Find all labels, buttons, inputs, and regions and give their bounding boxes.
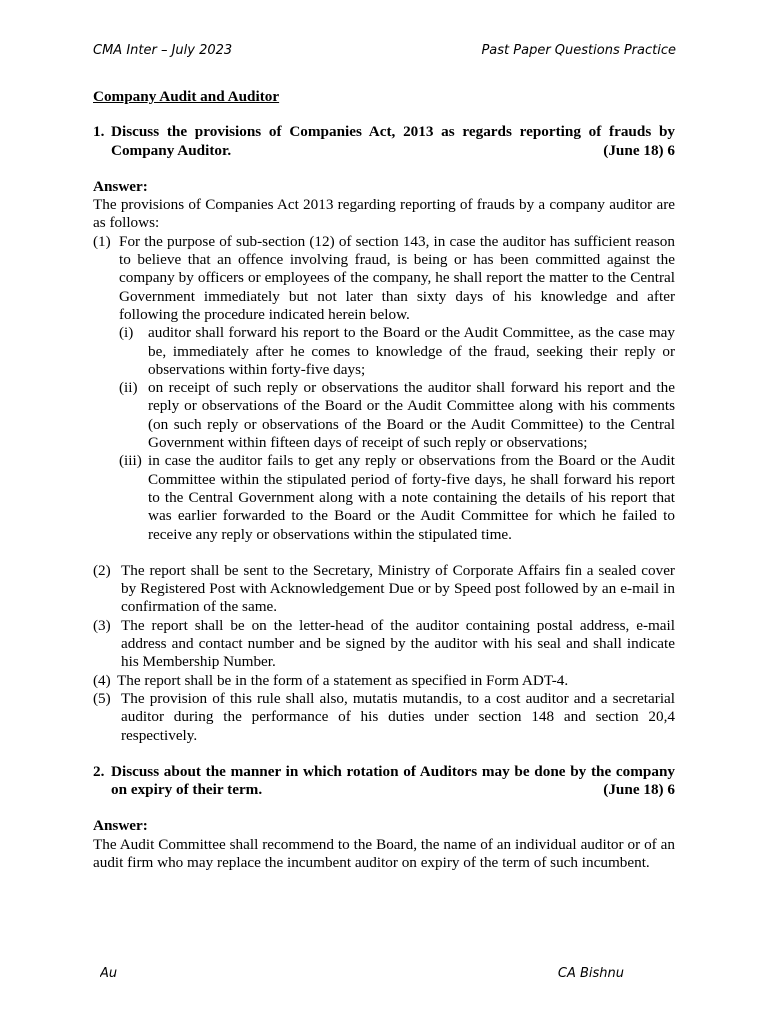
question-2-number: 2.: [93, 762, 105, 780]
answer-1-label: Answer:: [93, 177, 148, 195]
list-item: [93, 617, 675, 672]
page-content: [93, 88, 675, 872]
sub-list-item: [119, 324, 675, 379]
list-item-number: (5): [93, 689, 111, 707]
sub-list-item-number: (i): [119, 324, 134, 342]
question-2-marks: (June 18) 6: [603, 781, 675, 799]
header-right: Past Paper Questions Practice: [481, 43, 676, 58]
list-item-text: The provision of this rule shall also, mutatis mutandis, to a cost auditor and a secretarial auditor during the performance of his duties under section 148 and section 20,4 respectively.: [121, 689, 675, 744]
sub-list-item-number: (iii): [119, 452, 142, 470]
list-item-text: The report shall be on the letter-head of the auditor containing postal address, e-mail address and contact number and be signed by the auditor with his seal and shall indicate his Membership Number.: [121, 616, 675, 671]
sub-list-item: [119, 379, 675, 452]
sub-list-item-text: auditor shall forward his report to the Board or the Audit Committee, as the case may be, immediately after he comes to knowledge of the fraud, seeking their reply or observations within forty-five days;: [148, 324, 675, 378]
list-item-number: (3): [93, 616, 111, 634]
list-item: [93, 672, 675, 690]
answer-2-intro: The Audit Committee shall recommend to the Board, the name of an individual auditor or of an audit firm who may replace the incumbent auditor on expiry of the term of such incumbent.: [93, 835, 675, 871]
list-item-number: (4): [93, 671, 111, 689]
answer-1-intro: The provisions of Companies Act 2013 regarding reporting of frauds by a company auditor are as follows:: [93, 196, 675, 232]
spacer: [93, 745, 675, 763]
list-item: [93, 690, 675, 745]
list-item-number: (2): [93, 561, 111, 579]
section-title: Company Audit and Auditor: [93, 88, 280, 105]
question-1-number: 1.: [93, 123, 105, 141]
sub-list-item-number: (ii): [119, 379, 138, 397]
question-2: [93, 763, 675, 800]
list-item: [93, 233, 675, 324]
sub-list-item-text: in case the auditor fails to get any reply or observations from the Board or the Audit Committee within the stipulated period of forty-five days, he shall forward his report to the Central Government along with a note containing the details of his report that was earlier forwarded to the Board or the Audit Committee for which he failed to receive any reply or observations within the stipulated time.: [148, 452, 675, 543]
question-1-text: Discuss the provisions of Companies Act, 2013 as regards reporting of frauds by Company Auditor.: [111, 123, 675, 159]
footer-left: Au: [100, 966, 118, 978]
list-item: [93, 562, 675, 617]
header-left: CMA Inter – July 2023: [93, 43, 233, 58]
list-item-text: The report shall be in the form of a statement as specified in Form ADT-4.: [117, 671, 569, 689]
list-item-text: The report shall be sent to the Secretary, Ministry of Corporate Affairs fin a sealed cover by Registered Post with Acknowledgement Due or by Speed post followed by an e-mail in confirmation of the same.: [121, 561, 675, 616]
spacer: [93, 544, 675, 562]
question-2-text: Discuss about the manner in which rotation of Auditors may be done by the company on expiry of their term.: [111, 762, 675, 799]
sub-list-item: [119, 452, 675, 543]
question-1: [93, 123, 675, 160]
answer-2-label: Answer:: [93, 817, 148, 835]
question-1-marks: (June 18) 6: [603, 141, 675, 159]
list-item-text: For the purpose of sub-section (12) of section 143, in case the auditor has sufficient reason to believe that an offence involving fraud, is being or has been committed against the company by officers or employees of the company, he shall report the matter to the Central Government immediately but not later than sixty days of his knowledge and after following the procedure indicated herein below.: [119, 232, 675, 323]
footer-right: CA Bishnu: [557, 966, 624, 978]
list-item-number: (1): [93, 232, 111, 250]
sub-list-item-text: on receipt of such reply or observations the auditor shall forward his report and the reply or observations of the Board or the Audit Committee along with his comments (on such reply or observations of the Board or the Audit Committee) to the Central Government within fifteen days of receipt of such reply or observations;: [148, 379, 675, 452]
